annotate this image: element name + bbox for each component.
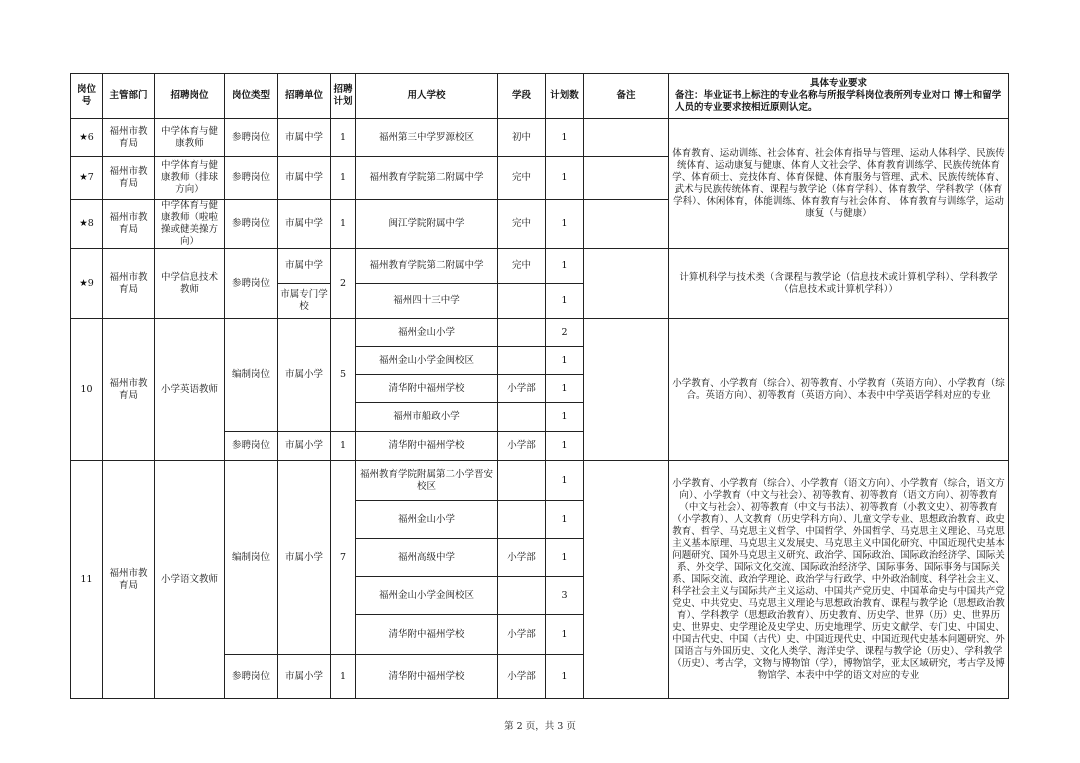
stage-cell [498, 347, 546, 375]
dept-cell: 福州市教育局 [103, 119, 155, 157]
stage-cell: 小学部 [498, 615, 546, 655]
count-cell: 1 [546, 347, 584, 375]
requirements-cell-it: 计算机科学与技术类（含课程与教学论（信息技术或计算机学科）、学科教学（信息技术或计算机学科）） [669, 249, 1009, 319]
count-cell: 1 [546, 539, 584, 577]
position-cell: 中学体育与健康教师（啦啦操或健美操方向） [155, 200, 225, 249]
school-cell: 闽江学院附属中学 [356, 200, 498, 249]
type-cell: 参聘岗位 [225, 157, 278, 200]
remark-cell [584, 461, 669, 699]
plan-cell: 5 [331, 319, 356, 432]
col-header-position: 招聘岗位 [155, 74, 225, 119]
school-cell: 清华附中福州学校 [356, 432, 498, 461]
school-cell: 福州市船政小学 [356, 403, 498, 432]
row-id: ★7 [71, 157, 103, 200]
remark-cell [584, 200, 669, 249]
stage-cell [498, 577, 546, 615]
school-cell: 清华附中福州学校 [356, 375, 498, 403]
unit-cell: 市属小学 [278, 655, 331, 699]
stage-cell [498, 403, 546, 432]
remark-cell [584, 249, 669, 319]
school-cell: 福州金山小学 [356, 319, 498, 347]
plan-cell: 1 [331, 200, 356, 249]
stage-cell [498, 461, 546, 501]
unit-cell: 市属小学 [278, 461, 331, 655]
count-cell: 1 [546, 249, 584, 284]
count-cell: 1 [546, 655, 584, 699]
header-row [71, 74, 1009, 119]
unit-cell: 市属中学 [278, 200, 331, 249]
type-cell: 参聘岗位 [225, 249, 278, 319]
count-cell: 1 [546, 157, 584, 200]
stage-cell: 初中 [498, 119, 546, 157]
type-cell: 参聘岗位 [225, 432, 278, 461]
position-cell: 小学语文教师 [155, 461, 225, 699]
count-cell: 2 [546, 319, 584, 347]
school-cell: 福州金山小学 [356, 501, 498, 539]
unit-cell: 市属中学 [278, 157, 331, 200]
stage-cell: 完中 [498, 249, 546, 284]
stage-cell: 小学部 [498, 539, 546, 577]
stage-cell: 小学部 [498, 375, 546, 403]
requirements-cell-pe: 体育教育、运动训练、社会体育、社会体育指导与管理、运动人体科学、民族传统体育、运动康复与健康、体育人文社会学、体育教育训练学、民族传统体育学、体育硕士、竞技体育、体育保健、体育服务与管理、武术、民族传统体育、武术与民族传统体育、课程与教学论（体育学科）、体育教学、学科教学（体育学科）、休闲体育，体能训练、体育教育与社会体育、 体育教育与训练学，运动康复（与健康） [669, 119, 1009, 249]
unit-cell: 市属中学 [278, 119, 331, 157]
stage-cell: 完中 [498, 200, 546, 249]
col-header-dept: 主管部门 [103, 74, 155, 119]
school-cell: 清华附中福州学校 [356, 615, 498, 655]
position-cell: 中学信息技术教师 [155, 249, 225, 319]
plan-cell: 7 [331, 461, 356, 655]
page-number: 第 2 页，共 3 页 [504, 721, 576, 732]
count-cell: 1 [546, 403, 584, 432]
remark-cell [584, 119, 669, 157]
table-row [71, 461, 1009, 501]
unit-cell: 市属小学 [278, 319, 331, 432]
table-row [71, 249, 1009, 284]
col-header-school: 用人学校 [356, 74, 498, 119]
dept-cell: 福州市教育局 [103, 157, 155, 200]
stage-cell [498, 501, 546, 539]
stage-cell: 小学部 [498, 655, 546, 699]
row-id: ★6 [71, 119, 103, 157]
table-row [71, 319, 1009, 347]
school-cell: 福州金山小学金闽校区 [356, 577, 498, 615]
dept-cell: 福州市教育局 [103, 200, 155, 249]
type-cell: 编制岗位 [225, 319, 278, 432]
col-header-count: 计划数 [546, 74, 584, 119]
school-cell: 福州第三中学罗源校区 [356, 119, 498, 157]
requirements-cell-english: 小学教育、小学教育（综合）、初等教育、小学教育（英语方向）、小学教育（综合。英语方向）、初等教育（英语方向）、本表中中学英语学科对应的专业 [669, 319, 1009, 461]
plan-cell: 2 [331, 249, 356, 319]
count-cell: 1 [546, 615, 584, 655]
col-header-type: 岗位类型 [225, 74, 278, 119]
dept-cell: 福州市教育局 [103, 319, 155, 461]
school-cell: 清华附中福州学校 [356, 655, 498, 699]
col-header-remark: 备注 [584, 74, 669, 119]
school-cell: 福州教育学院第二附属中学 [356, 249, 498, 284]
remark-cell [584, 319, 669, 461]
count-cell: 1 [546, 501, 584, 539]
table-row [71, 119, 1009, 157]
requirements-title: 具体专业要求 [809, 78, 867, 89]
school-cell: 福州教育学院附属第二小学晋安校区 [356, 461, 498, 501]
dept-cell: 福州市教育局 [103, 249, 155, 319]
col-header-unit: 招聘单位 [278, 74, 331, 119]
school-cell: 福州教育学院第二附属中学 [356, 157, 498, 200]
count-cell: 1 [546, 375, 584, 403]
school-cell: 福州四十三中学 [356, 284, 498, 319]
unit-cell: 市属中学 [278, 249, 331, 284]
row-id: 10 [71, 319, 103, 461]
unit-cell: 市属专门学校 [278, 284, 331, 319]
row-id: ★8 [71, 200, 103, 249]
row-id: 11 [71, 461, 103, 699]
col-header-requirements [669, 74, 1009, 119]
plan-cell: 1 [331, 655, 356, 699]
remark-cell [584, 157, 669, 200]
col-header-stage: 学段 [498, 74, 546, 119]
count-cell: 1 [546, 432, 584, 461]
recruitment-table [70, 73, 1009, 699]
type-cell: 参聘岗位 [225, 655, 278, 699]
plan-cell: 1 [331, 157, 356, 200]
col-header-id: 岗位号 [71, 74, 103, 119]
count-cell: 1 [546, 119, 584, 157]
stage-cell [498, 319, 546, 347]
stage-cell: 小学部 [498, 432, 546, 461]
requirements-note: 备注：毕业证书上标注的专业名称与所报学科岗位表所列专业对口 博士和留学人员的专业要求按相近原则认定。 [675, 90, 1002, 113]
plan-cell: 1 [331, 119, 356, 157]
school-cell: 福州高级中学 [356, 539, 498, 577]
unit-cell: 市属小学 [278, 432, 331, 461]
col-header-plan: 招聘计划 [331, 74, 356, 119]
position-cell: 小学英语教师 [155, 319, 225, 461]
type-cell: 编制岗位 [225, 461, 278, 655]
count-cell: 1 [546, 200, 584, 249]
school-cell: 福州金山小学金闽校区 [356, 347, 498, 375]
position-cell: 中学体育与健康教师 [155, 119, 225, 157]
type-cell: 参聘岗位 [225, 200, 278, 249]
row-id: ★9 [71, 249, 103, 319]
stage-cell: 完中 [498, 157, 546, 200]
plan-cell: 1 [331, 432, 356, 461]
count-cell: 1 [546, 461, 584, 501]
position-cell: 中学体育与健康教师（排球方向） [155, 157, 225, 200]
requirements-cell-chinese: 小学教育、小学教育（综合）、小学教育（语文方向）、小学教育（综合，语文方向）、小学教育（中文与社会）、初等教育、初等教育（语文方向）、初等教育（中文与社会）、初等教育（中文与书法）、初等教育（小教文史）、初等教育（小学教育）、人文教育（历史学科方向）、儿童文学专业、思想政治教育、政史教育、哲学、马克思主义哲学、中国哲学、外国哲学、马克思主义理论、马克思主义基本原理、马克思主义发展史、马克思主义中国化研究、中国近现代史基本问题研究、国外马克思主义研究、政治学、国际政治、国际政治经济学、国际关系、外交学、国际文化交流、国际政治经济学、国际事务、国际事务与国际关系、国际交流、政治学理论、政治学与行政学、中外政治制度、科学社会主义、科学社会主义与国际共产主义运动、中国共产党历史、中国革命史与中国共产党党史、中共党史、马克思主义理论与思想政治教育、课程与教学论（思想政治教育）、学科教学（思想政治教育）、历史教育、历史学、世界（历）史、世界历史、世界史、史学理论及史学史、历史地理学、历史文献学、专门史、中国史、中国古代史、中国（古代）史、中国近现代史、中国近现代史基本问题研究、外国语言与外国历史、文化人类学、海洋史学、课程与教学论（历史）、学科教学（历史）、考古学，文物与博物馆（学），博物馆学，亚太区域研究，考古学及博物馆学、本表中中学的语文对应的专业 [669, 461, 1009, 699]
stage-cell [498, 284, 546, 319]
type-cell: 参聘岗位 [225, 119, 278, 157]
dept-cell: 福州市教育局 [103, 461, 155, 699]
count-cell: 3 [546, 577, 584, 615]
count-cell: 1 [546, 284, 584, 319]
